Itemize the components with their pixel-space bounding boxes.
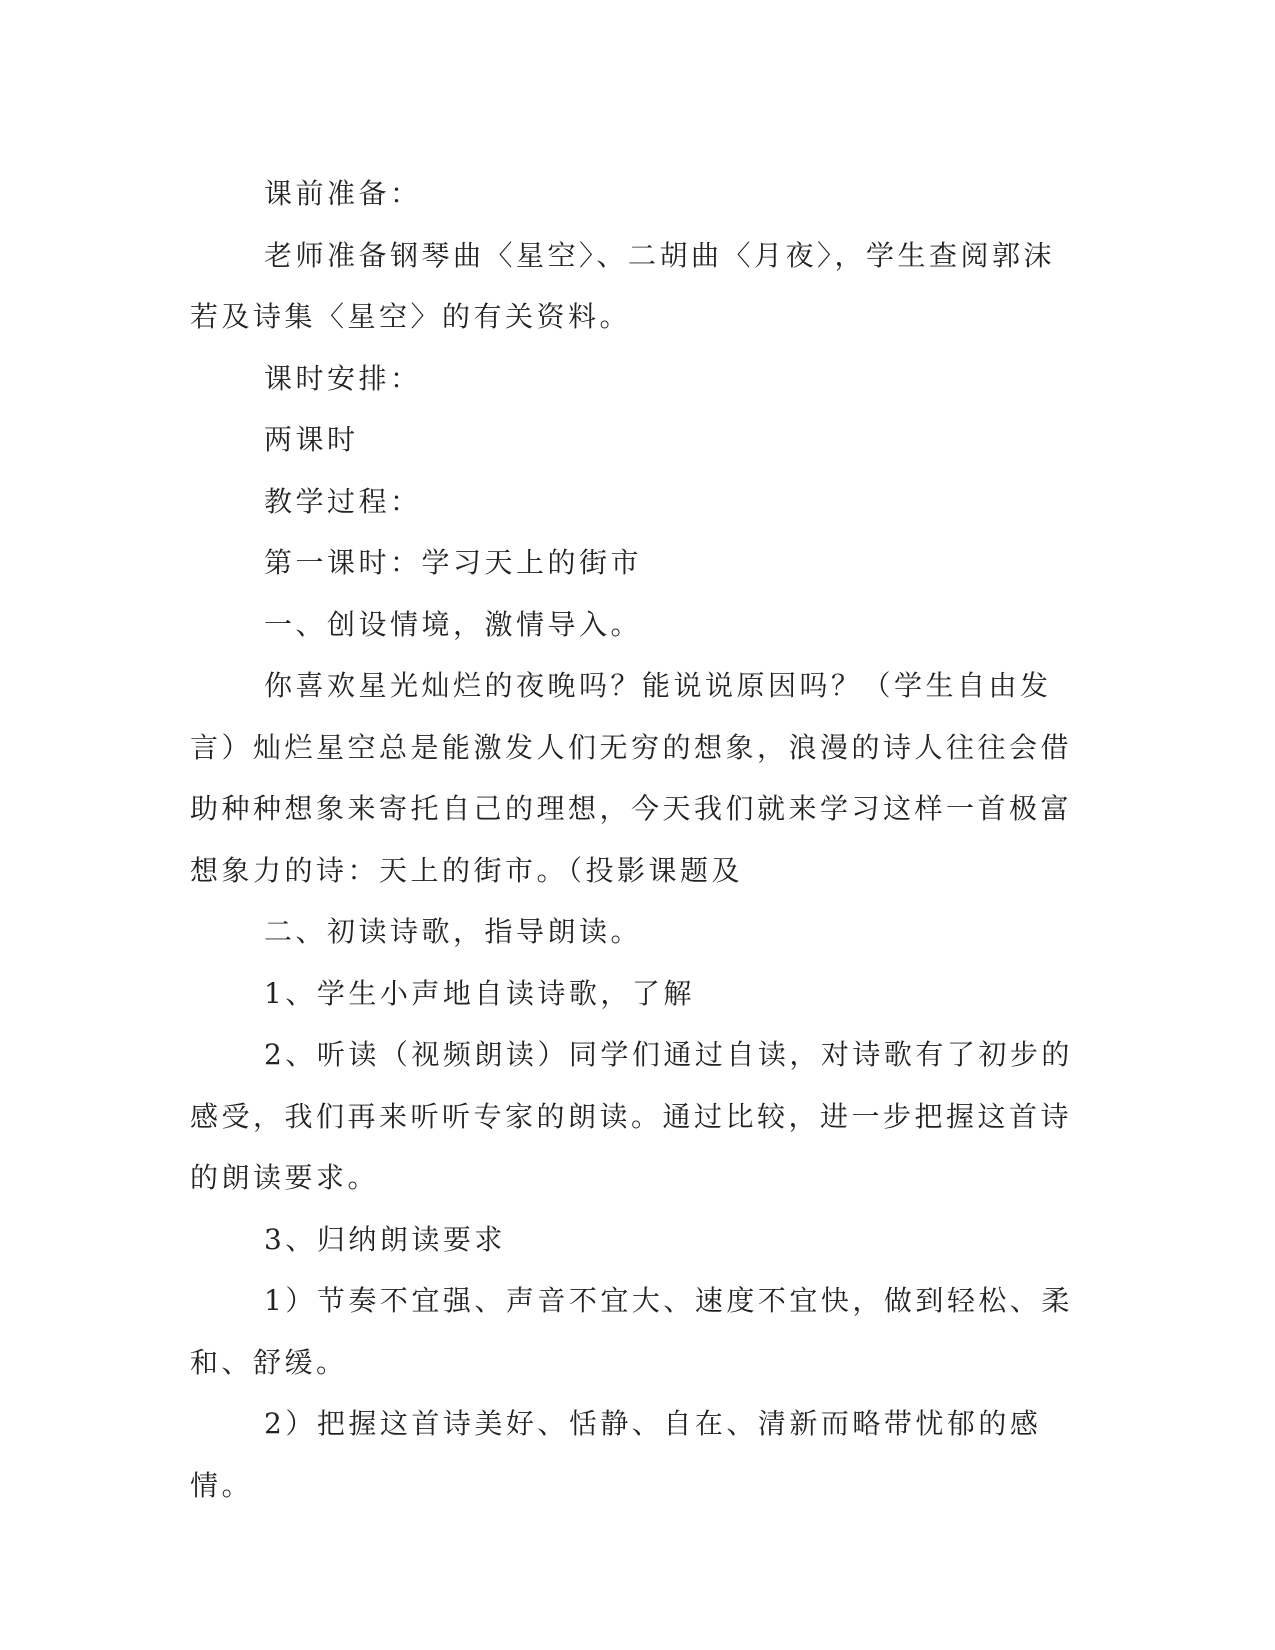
paragraph-section-one-heading: 一、创设情境，激情导入。 bbox=[264, 607, 643, 641]
paragraph-section-two-heading: 二、初读诗歌，指导朗读。 bbox=[264, 915, 643, 948]
paragraph-schedule-value: 两课时 bbox=[264, 423, 359, 456]
paragraph-lesson-one-title: 第一课时：学习天上的街市 bbox=[264, 546, 643, 579]
paragraph-step-three: 3、归纳朗读要求 bbox=[264, 1222, 506, 1256]
paragraph-prep-heading: 课前准备： bbox=[264, 177, 422, 210]
paragraph-prep-materials: 老师准备钢琴曲〈星空〉、二胡曲〈月夜〉，学生查阅郭沫若及诗集〈星空〉的有关资料。 bbox=[190, 238, 1056, 333]
paragraph-requirement-two: 2）把握这首诗美好、恬静、自在、清新而略带忧郁的感情。 bbox=[190, 1407, 1042, 1502]
paragraph-intro-text: 你喜欢星光灿烂的夜晚吗？能说说原因吗？（学生自由发言）灿烂星空总是能激发人们无穷的想象，浪漫的诗人往往会借助种种想象来寄托自己的理想，今天我们就来学习这样一首极富想象力的诗：天上的街市。（投影课题及 bbox=[190, 669, 1073, 887]
paragraph-step-two: 2、听读（视频朗读）同学们通过自读，对诗歌有了初步的感受，我们再来听听专家的朗读。通过比较，进一步把握这首诗的朗读要求。 bbox=[190, 1038, 1073, 1194]
document-body bbox=[190, 163, 1080, 1516]
paragraph-step-one: 1、学生小声地自读诗歌，了解 bbox=[264, 976, 695, 1010]
paragraph-process-heading: 教学过程： bbox=[264, 484, 422, 518]
paragraph-schedule-heading: 课时安排： bbox=[264, 361, 422, 395]
paragraph-requirement-one: 1）节奏不宜强、声音不宜大、速度不宜快，做到轻松、柔和、舒缓。 bbox=[190, 1284, 1073, 1379]
